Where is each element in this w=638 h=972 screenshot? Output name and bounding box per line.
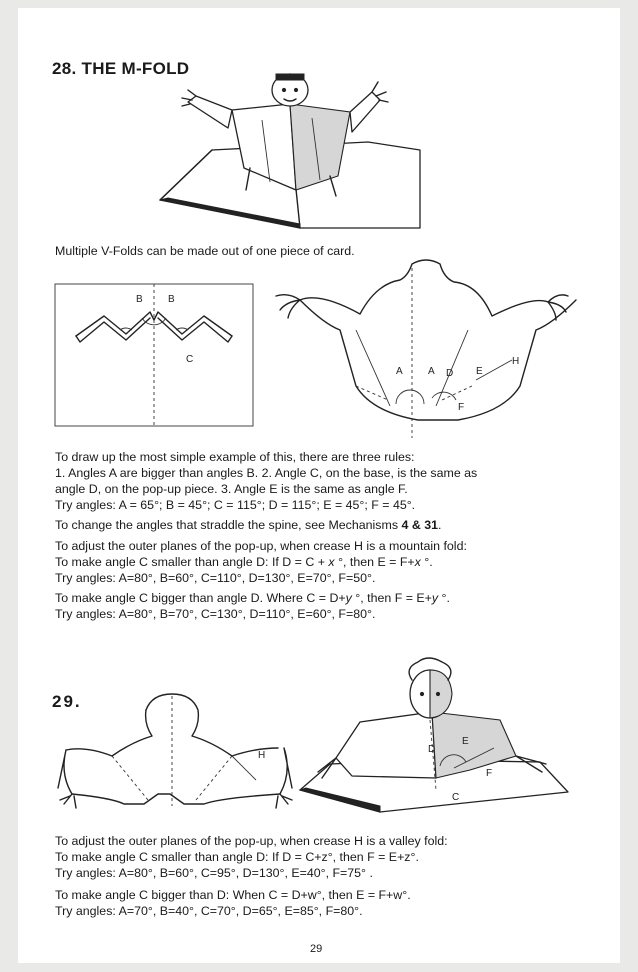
label-C: C bbox=[186, 354, 194, 365]
label-D: D bbox=[446, 368, 454, 379]
mountain-case-1: To make angle C smaller than angle D: If D = C + x °, then E = F+x °. bbox=[55, 555, 433, 569]
spine-note: To change the angles that straddle the spine, see Mechanisms 4 & 31. bbox=[55, 518, 442, 532]
label-B-right: B bbox=[168, 294, 175, 305]
intro-text: Multiple V-Folds can be made out of one piece of card. bbox=[55, 244, 355, 258]
rule-try-angles: Try angles: A = 65°; B = 45°; C = 115°; D = 115°; E = 45°; F = 45°. bbox=[55, 498, 416, 512]
label-C-29: C bbox=[452, 792, 460, 803]
valley-case-1: To make angle C smaller than angle D: If D = C+z°, then F = E+z°. bbox=[55, 850, 419, 864]
page-number: 29 bbox=[310, 943, 323, 955]
valley-case-2: To make angle C bigger than D: When C = D+w°, then E = F+w°. bbox=[55, 888, 411, 902]
label-B-left: B bbox=[136, 294, 143, 305]
label-F: F bbox=[458, 402, 465, 413]
mechanism-references: 4 & 31 bbox=[401, 518, 438, 532]
label-A-right: A bbox=[428, 366, 435, 377]
mountain-intro: To adjust the outer planes of the pop-up, when crease H is a mountain fold: bbox=[55, 539, 467, 553]
valley-case-2-try: Try angles: A=70°, B=40°, C=70°, D=65°, E=85°, F=80°. bbox=[55, 904, 363, 918]
valley-case-1-try: Try angles: A=80°, B=60°, C=95°, D=130°, E=40°, F=75° . bbox=[55, 866, 373, 880]
rule-line-1: 1. Angles A are bigger than angles B. 2. Angle C, on the base, is the same as bbox=[55, 466, 478, 480]
label-D-29: D bbox=[428, 744, 436, 755]
label-E: E bbox=[476, 366, 483, 377]
label-H: H bbox=[512, 356, 520, 367]
section-29-number: 29. bbox=[52, 692, 82, 711]
mountain-case-2-try: Try angles: A=80°, B=70°, C=130°, D=110°, E=60°, F=80°. bbox=[55, 607, 376, 621]
label-A-left: A bbox=[396, 366, 403, 377]
mountain-case-2: To make angle C bigger than angle D. Where C = D+y °, then F = E+y °. bbox=[55, 591, 450, 605]
rule-line-2: angle D, on the pop-up piece. 3. Angle E is the same as angle F. bbox=[55, 482, 408, 496]
mountain-case-1-try: Try angles: A=80°, B=60°, C=110°, D=130°, E=70°, F=50°. bbox=[55, 571, 376, 585]
valley-intro: To adjust the outer planes of the pop-up, when crease H is a valley fold: bbox=[55, 834, 448, 848]
section-28-title: 28. THE M-FOLD bbox=[52, 59, 190, 78]
label-H-29: H bbox=[258, 750, 266, 761]
rules-intro: To draw up the most simple example of this, there are three rules: bbox=[55, 450, 415, 464]
label-F-29: F bbox=[486, 768, 493, 779]
label-E-29: E bbox=[462, 736, 469, 747]
